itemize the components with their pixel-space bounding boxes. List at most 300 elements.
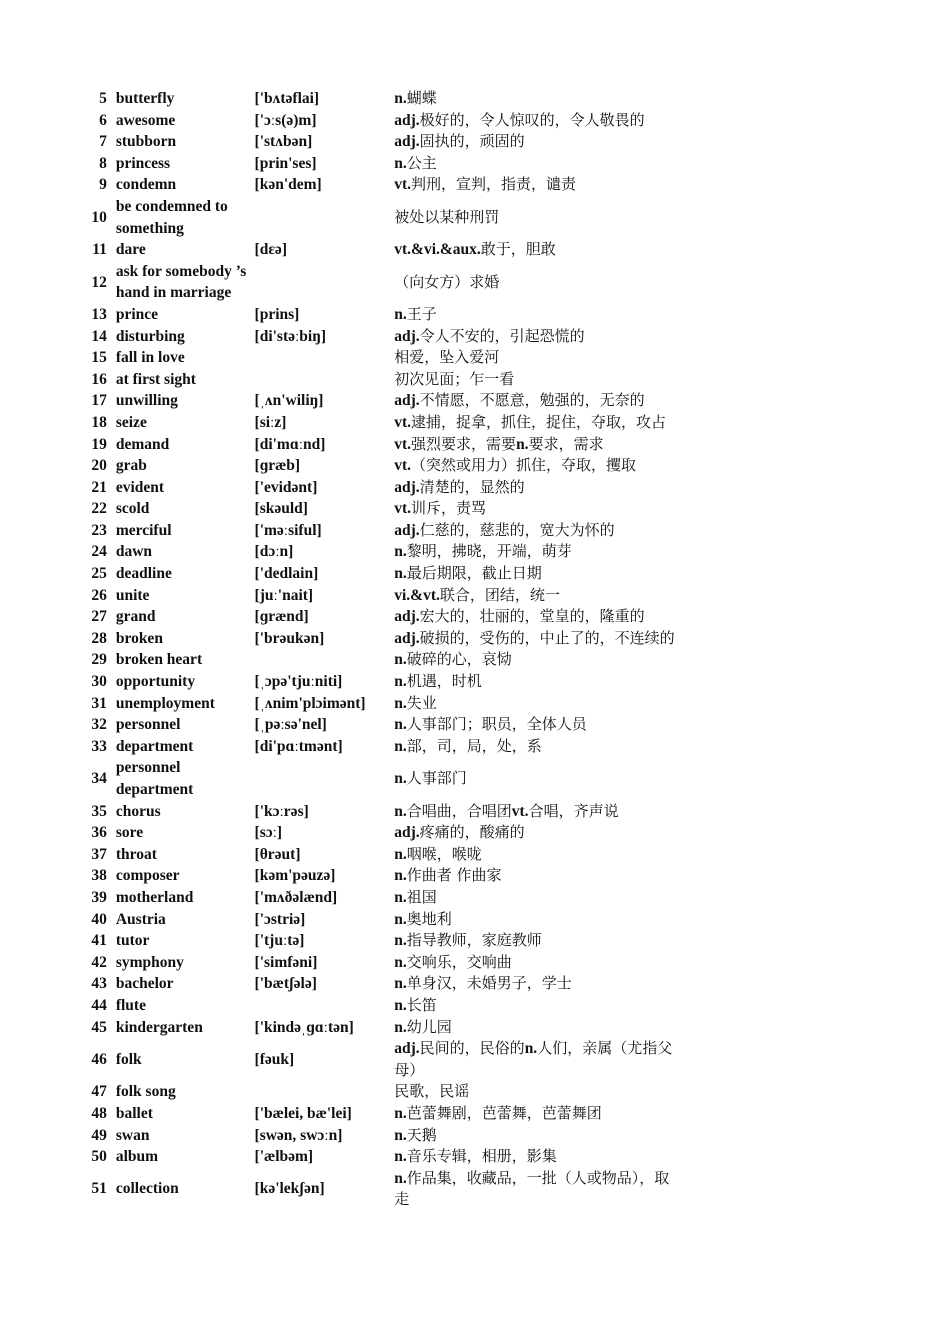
definition-text: 黎明，拂晓，开端，萌芽 bbox=[406, 542, 572, 561]
meaning-cell bbox=[394, 477, 684, 499]
word-cell: butterfly bbox=[115, 90, 175, 107]
definition-text: 强烈要求，需要 bbox=[411, 434, 517, 453]
definition-text: 作曲者 作曲家 bbox=[406, 866, 502, 885]
phonetic-cell: [juː'nait] bbox=[254, 586, 314, 604]
table-row bbox=[84, 585, 684, 607]
meaning-cell bbox=[394, 628, 684, 650]
part-of-speech: n. bbox=[394, 737, 407, 755]
word-cell: disturbing bbox=[115, 327, 185, 345]
row-number: 37 bbox=[91, 845, 107, 863]
row-number: 21 bbox=[91, 478, 107, 496]
row-number: 40 bbox=[91, 910, 107, 928]
definition-text: 疼痛的，酸痛的 bbox=[419, 823, 525, 842]
row-number: 22 bbox=[91, 500, 107, 518]
word-cell: flute bbox=[115, 996, 146, 1014]
phonetic-cell: ['bʌtəflai] bbox=[254, 90, 320, 107]
part-of-speech: n. bbox=[394, 716, 407, 734]
definition-text: 部，司，局，处，系 bbox=[406, 736, 542, 755]
row-number: 41 bbox=[91, 932, 107, 950]
phonetic-cell: [dɛə] bbox=[254, 241, 287, 259]
part-of-speech: n. bbox=[394, 996, 407, 1014]
meaning-cell bbox=[394, 261, 684, 304]
part-of-speech: n. bbox=[394, 651, 407, 669]
word-cell: collection bbox=[115, 1180, 179, 1198]
word-cell: bachelor bbox=[115, 975, 174, 993]
row-number: 10 bbox=[91, 208, 107, 226]
table-row bbox=[84, 1146, 684, 1168]
meaning-cell bbox=[394, 239, 684, 261]
row-number: 18 bbox=[91, 413, 107, 431]
table-row bbox=[84, 693, 684, 715]
phonetic-cell: ['bælei, bæ'lei] bbox=[254, 1104, 352, 1122]
meaning-cell bbox=[394, 909, 684, 931]
word-cell: tutor bbox=[115, 932, 150, 950]
phonetic-cell: ['simfəni] bbox=[254, 953, 318, 971]
meaning-cell bbox=[394, 1125, 684, 1147]
meaning-cell bbox=[394, 887, 684, 909]
part-of-speech: n. bbox=[394, 910, 407, 928]
row-number: 26 bbox=[91, 586, 107, 604]
definition-text: 长笛 bbox=[406, 995, 437, 1014]
part-of-speech: n. bbox=[394, 802, 407, 820]
table-row bbox=[84, 671, 684, 693]
part-of-speech: adj. bbox=[394, 1040, 420, 1058]
row-number: 15 bbox=[91, 349, 107, 367]
word-cell: dare bbox=[115, 241, 146, 259]
meaning-cell bbox=[394, 131, 684, 153]
phonetic-cell: [ɡrænd] bbox=[254, 608, 309, 626]
row-number: 20 bbox=[91, 457, 107, 475]
definition-text: 破碎的心，哀恸 bbox=[406, 650, 512, 669]
table-row bbox=[84, 1017, 684, 1039]
word-cell: sore bbox=[115, 824, 144, 842]
part-of-speech: n. bbox=[394, 1148, 407, 1166]
word-cell: personnel department bbox=[115, 759, 194, 798]
definition-text: （突然或用力）抓住，夺取，攫取 bbox=[411, 456, 637, 475]
table-row bbox=[84, 239, 684, 261]
definition-text: 单身汉，未婚男子，学士 bbox=[406, 974, 572, 993]
row-number: 23 bbox=[91, 521, 107, 539]
phonetic-cell: ['brəukən] bbox=[254, 629, 325, 647]
row-number: 46 bbox=[91, 1050, 107, 1068]
word-cell: opportunity bbox=[115, 673, 196, 691]
word-cell: stubborn bbox=[115, 133, 177, 151]
word-cell: department bbox=[115, 737, 194, 755]
phonetic-cell bbox=[255, 369, 395, 391]
table-row bbox=[84, 390, 684, 412]
phonetic-cell: [prins] bbox=[254, 305, 300, 323]
definition-text: 作品集，收藏品，一批（人或物品），取走 bbox=[394, 1168, 670, 1209]
part-of-speech: n. bbox=[516, 435, 529, 453]
word-cell: fall in love bbox=[115, 349, 185, 367]
table-row bbox=[84, 174, 684, 196]
row-number: 38 bbox=[91, 867, 107, 885]
table-row bbox=[84, 1103, 684, 1125]
phonetic-cell: ['kindəˌɡɑːtən] bbox=[254, 1018, 354, 1036]
table-row bbox=[84, 909, 684, 931]
table-row bbox=[84, 714, 684, 736]
meaning-cell bbox=[394, 671, 684, 693]
definition-text: 仁慈的，慈悲的，宽大为怀的 bbox=[419, 520, 615, 539]
part-of-speech: n. bbox=[394, 953, 407, 971]
phonetic-cell: ['məːsiful] bbox=[254, 521, 322, 539]
word-cell: unemployment bbox=[115, 694, 215, 712]
phonetic-cell: [ˌpəːsə'nel] bbox=[254, 716, 327, 734]
meaning-cell bbox=[394, 326, 684, 348]
meaning-cell bbox=[394, 606, 684, 628]
meaning-cell bbox=[394, 1168, 684, 1211]
part-of-speech: adj. bbox=[394, 824, 420, 842]
row-number: 8 bbox=[99, 154, 107, 172]
meaning-cell bbox=[394, 390, 684, 412]
table-row bbox=[84, 369, 684, 391]
meaning-cell bbox=[394, 930, 684, 952]
part-of-speech: n. bbox=[394, 543, 407, 561]
phonetic-cell bbox=[255, 757, 395, 800]
definition-text: 王子 bbox=[406, 304, 437, 323]
definition-text: 交响乐，交响曲 bbox=[406, 952, 512, 971]
row-number: 29 bbox=[91, 651, 107, 669]
row-number: 32 bbox=[91, 716, 107, 734]
table-row bbox=[84, 844, 684, 866]
word-cell: broken heart bbox=[115, 651, 203, 669]
word-cell: unite bbox=[115, 586, 150, 604]
table-row bbox=[84, 261, 684, 304]
phonetic-cell: [di'stəːbiŋ] bbox=[254, 327, 327, 345]
word-cell: folk bbox=[115, 1050, 142, 1068]
row-number: 11 bbox=[92, 241, 107, 259]
meaning-cell bbox=[394, 434, 684, 456]
phonetic-cell: [ɡræb] bbox=[254, 457, 301, 475]
word-cell: personnel bbox=[115, 716, 181, 734]
table-row bbox=[84, 887, 684, 909]
meaning-cell bbox=[394, 822, 684, 844]
part-of-speech: adj. bbox=[394, 327, 420, 345]
table-row bbox=[84, 606, 684, 628]
word-cell: swan bbox=[115, 1126, 150, 1144]
definition-text: 幼儿园 bbox=[406, 1017, 452, 1036]
table-row bbox=[84, 1125, 684, 1147]
row-number: 19 bbox=[91, 435, 107, 453]
meaning-cell bbox=[394, 585, 684, 607]
phonetic-cell bbox=[255, 1081, 395, 1103]
phonetic-cell bbox=[255, 347, 395, 369]
table-row bbox=[84, 110, 684, 132]
definition-text: 失业 bbox=[406, 693, 437, 712]
definition-text: 训斥，责骂 bbox=[411, 499, 487, 518]
meaning-cell bbox=[394, 153, 684, 175]
part-of-speech: vt.&vi.&aux. bbox=[394, 241, 481, 259]
definition-text: 宏大的，壮丽的，堂皇的，隆重的 bbox=[419, 607, 645, 626]
row-number: 6 bbox=[99, 111, 107, 129]
table-row bbox=[84, 131, 684, 153]
meaning-cell bbox=[394, 369, 684, 391]
phonetic-cell: ['stʌbən] bbox=[254, 133, 313, 151]
part-of-speech: n. bbox=[394, 1126, 407, 1144]
phonetic-cell: [prin'ses] bbox=[254, 154, 317, 172]
word-cell: ask for somebody ’s hand in marriage bbox=[115, 262, 247, 302]
row-number: 43 bbox=[91, 975, 107, 993]
definition-text: 合唱曲，合唱团 bbox=[406, 801, 512, 820]
part-of-speech: n. bbox=[394, 867, 407, 885]
table-row bbox=[84, 563, 684, 585]
table-row bbox=[84, 649, 684, 671]
meaning-cell bbox=[394, 1017, 684, 1039]
definition-text: 公主 bbox=[406, 153, 437, 172]
definition-text: 判刑，宣判，指责，谴责 bbox=[411, 175, 577, 194]
meaning-cell bbox=[394, 844, 684, 866]
part-of-speech: n. bbox=[394, 975, 407, 993]
table-row bbox=[84, 801, 684, 823]
word-cell: grab bbox=[115, 457, 147, 475]
part-of-speech: adj. bbox=[394, 478, 420, 496]
definition-text: 破损的，受伤的，中止了的，不连续的 bbox=[419, 628, 675, 647]
meaning-cell bbox=[394, 455, 684, 477]
table-row bbox=[84, 1168, 684, 1211]
phonetic-cell bbox=[255, 261, 395, 304]
table-row bbox=[84, 434, 684, 456]
definition-text: 奥地利 bbox=[406, 909, 452, 928]
phonetic-cell: [kəm'pəuzə] bbox=[254, 867, 336, 885]
part-of-speech: n. bbox=[394, 770, 407, 788]
table-row bbox=[84, 757, 684, 800]
meaning-cell bbox=[394, 757, 684, 800]
definition-text: 联合，团结，统一 bbox=[439, 585, 560, 604]
meaning-cell bbox=[394, 412, 684, 434]
definition-text: 机遇，时机 bbox=[406, 672, 482, 691]
meaning-cell bbox=[394, 563, 684, 585]
phonetic-cell: ['dedlain] bbox=[254, 565, 319, 583]
row-number: 16 bbox=[91, 370, 107, 388]
part-of-speech: adj. bbox=[394, 608, 420, 626]
word-cell: ballet bbox=[115, 1104, 153, 1122]
row-number: 36 bbox=[91, 824, 107, 842]
part-of-speech: adj. bbox=[394, 111, 420, 129]
part-of-speech: n. bbox=[394, 305, 407, 323]
part-of-speech: n. bbox=[394, 90, 407, 107]
word-cell: dawn bbox=[115, 543, 153, 561]
definition-text: 合唱，齐声说 bbox=[528, 801, 619, 820]
row-number: 27 bbox=[91, 608, 107, 626]
phonetic-cell bbox=[255, 196, 395, 239]
vocabulary-table-body bbox=[84, 88, 684, 1211]
definition-text: 指导教师，家庭教师 bbox=[406, 931, 542, 950]
table-row bbox=[84, 822, 684, 844]
word-cell: deadline bbox=[115, 565, 172, 583]
meaning-cell bbox=[394, 541, 684, 563]
row-number: 25 bbox=[91, 565, 107, 583]
row-number: 50 bbox=[91, 1148, 107, 1166]
phonetic-cell: ['ɔstriə] bbox=[254, 910, 306, 928]
meaning-cell bbox=[394, 973, 684, 995]
word-cell: prince bbox=[115, 305, 159, 323]
definition-text: （向女方）求婚 bbox=[394, 272, 500, 291]
meaning-cell bbox=[394, 304, 684, 326]
definition-text: 极好的，令人惊叹的，令人敬畏的 bbox=[419, 110, 645, 129]
row-number: 48 bbox=[91, 1104, 107, 1122]
part-of-speech: vt. bbox=[394, 435, 412, 453]
table-row bbox=[84, 347, 684, 369]
meaning-cell bbox=[394, 865, 684, 887]
word-cell: motherland bbox=[115, 888, 194, 906]
word-cell: broken bbox=[115, 629, 163, 647]
table-row bbox=[84, 477, 684, 499]
definition-text: 民间的，民俗的 bbox=[419, 1039, 525, 1058]
row-number: 9 bbox=[99, 176, 107, 194]
definition-text: 逮捕，捉拿，抓住，捉住，夺取，攻占 bbox=[411, 412, 667, 431]
table-row bbox=[84, 326, 684, 348]
word-cell: album bbox=[115, 1148, 159, 1166]
row-number: 44 bbox=[91, 996, 107, 1014]
table-row bbox=[84, 520, 684, 542]
table-row bbox=[84, 196, 684, 239]
meaning-cell bbox=[394, 1081, 684, 1103]
definition-text: 芭蕾舞剧，芭蕾舞，芭蕾舞团 bbox=[406, 1103, 602, 1122]
definition-text: 人事部门 bbox=[406, 769, 467, 788]
part-of-speech: n. bbox=[394, 565, 407, 583]
part-of-speech: vi.&vt. bbox=[394, 586, 440, 604]
meaning-cell bbox=[394, 995, 684, 1017]
word-cell: seize bbox=[115, 413, 147, 431]
table-row bbox=[84, 865, 684, 887]
definition-text: 敢于，胆敢 bbox=[480, 240, 556, 259]
part-of-speech: n. bbox=[394, 673, 407, 691]
meaning-cell bbox=[394, 952, 684, 974]
row-number: 47 bbox=[91, 1083, 107, 1101]
word-cell: Austria bbox=[115, 910, 166, 928]
word-cell: merciful bbox=[115, 521, 172, 539]
part-of-speech: n. bbox=[394, 932, 407, 950]
part-of-speech: n. bbox=[394, 1169, 407, 1187]
meaning-cell bbox=[394, 196, 684, 239]
phonetic-cell: [ˌʌn'wiliŋ] bbox=[254, 392, 324, 410]
meaning-cell bbox=[394, 801, 684, 823]
definition-text: 初次见面；乍一看 bbox=[394, 369, 515, 388]
table-row bbox=[84, 952, 684, 974]
phonetic-cell: [swən, swɔːn] bbox=[254, 1126, 343, 1144]
row-number: 7 bbox=[99, 133, 107, 151]
definition-text: 最后期限，截止日期 bbox=[406, 564, 542, 583]
meaning-cell bbox=[394, 347, 684, 369]
table-row bbox=[84, 628, 684, 650]
meaning-cell bbox=[394, 1146, 684, 1168]
row-number: 28 bbox=[91, 629, 107, 647]
word-cell: throat bbox=[115, 845, 157, 863]
phonetic-cell bbox=[255, 649, 395, 671]
table-row bbox=[84, 541, 684, 563]
word-cell: unwilling bbox=[115, 392, 178, 410]
row-number: 39 bbox=[91, 888, 107, 906]
table-row bbox=[84, 412, 684, 434]
row-number: 5 bbox=[99, 90, 107, 107]
part-of-speech: n. bbox=[394, 1104, 407, 1122]
part-of-speech: adj. bbox=[394, 133, 420, 151]
definition-text: 祖国 bbox=[406, 887, 437, 906]
word-cell: demand bbox=[115, 435, 170, 453]
word-cell: composer bbox=[115, 867, 180, 885]
row-number: 14 bbox=[91, 327, 107, 345]
part-of-speech: vt. bbox=[394, 457, 412, 475]
table-row bbox=[84, 88, 684, 110]
word-cell: grand bbox=[115, 608, 156, 626]
table-row bbox=[84, 1081, 684, 1103]
phonetic-cell: ['kɔːrəs] bbox=[254, 802, 309, 820]
row-number: 33 bbox=[91, 737, 107, 755]
word-cell: evident bbox=[115, 478, 165, 496]
part-of-speech: n. bbox=[394, 154, 407, 172]
part-of-speech: adj. bbox=[394, 629, 420, 647]
row-number: 42 bbox=[91, 953, 107, 971]
vocabulary-table bbox=[84, 88, 684, 1211]
definition-text: 民歌，民谣 bbox=[394, 1082, 470, 1101]
row-number: 45 bbox=[91, 1018, 107, 1036]
definition-text: 蝴蝶 bbox=[406, 89, 437, 107]
part-of-speech: n. bbox=[524, 1040, 538, 1058]
part-of-speech: vt. bbox=[511, 802, 529, 820]
phonetic-cell: [ˌɔpə'tjuːniti] bbox=[254, 673, 343, 691]
phonetic-cell: [ˌʌnim'plɔimənt] bbox=[254, 694, 366, 712]
definition-text: 清楚的，显然的 bbox=[419, 477, 525, 496]
word-cell: be condemned to something bbox=[115, 197, 228, 237]
part-of-speech: vt. bbox=[394, 176, 412, 194]
table-row bbox=[84, 973, 684, 995]
table-row bbox=[84, 1038, 684, 1081]
meaning-cell bbox=[394, 88, 684, 110]
phonetic-cell: ['bætʃələ] bbox=[254, 975, 317, 993]
meaning-cell bbox=[394, 1103, 684, 1125]
word-cell: kindergarten bbox=[115, 1018, 203, 1036]
phonetic-cell: [siːz] bbox=[254, 413, 287, 431]
phonetic-cell: ['tjuːtə] bbox=[254, 932, 305, 950]
phonetic-cell: ['ælbəm] bbox=[254, 1148, 314, 1166]
meaning-cell bbox=[394, 736, 684, 758]
row-number: 12 bbox=[91, 273, 107, 291]
definition-text: 不情愿，不愿意，勉强的，无奈的 bbox=[419, 391, 645, 410]
row-number: 35 bbox=[91, 802, 107, 820]
meaning-cell bbox=[394, 693, 684, 715]
word-cell: scold bbox=[115, 500, 150, 518]
table-row bbox=[84, 736, 684, 758]
table-row bbox=[84, 304, 684, 326]
row-number: 17 bbox=[91, 392, 107, 410]
meaning-cell bbox=[394, 110, 684, 132]
meaning-cell bbox=[394, 498, 684, 520]
part-of-speech: adj. bbox=[394, 392, 420, 410]
row-number: 34 bbox=[91, 770, 107, 788]
part-of-speech: adj. bbox=[394, 521, 420, 539]
phonetic-cell: [skəuld] bbox=[254, 500, 308, 518]
table-row bbox=[84, 930, 684, 952]
definition-text: 令人不安的，引起恐慌的 bbox=[419, 326, 585, 345]
part-of-speech: n. bbox=[394, 1018, 407, 1036]
table-row bbox=[84, 153, 684, 175]
part-of-speech: vt. bbox=[394, 413, 412, 431]
phonetic-cell: [kə'lekʃən] bbox=[254, 1180, 325, 1198]
phonetic-cell: [θrəut] bbox=[254, 845, 301, 863]
table-row bbox=[84, 498, 684, 520]
phonetic-cell: [sɔː] bbox=[254, 824, 283, 842]
row-number: 51 bbox=[91, 1180, 107, 1198]
meaning-cell bbox=[394, 649, 684, 671]
part-of-speech: vt. bbox=[394, 500, 412, 518]
definition-text: 要求，需求 bbox=[528, 434, 604, 453]
phonetic-cell: ['evidənt] bbox=[254, 478, 318, 496]
row-number: 49 bbox=[91, 1126, 107, 1144]
row-number: 24 bbox=[91, 543, 107, 561]
definition-text: 咽喉，喉咙 bbox=[406, 844, 482, 863]
meaning-cell bbox=[394, 174, 684, 196]
phonetic-cell: ['ɔːs(ə)m] bbox=[254, 111, 317, 129]
